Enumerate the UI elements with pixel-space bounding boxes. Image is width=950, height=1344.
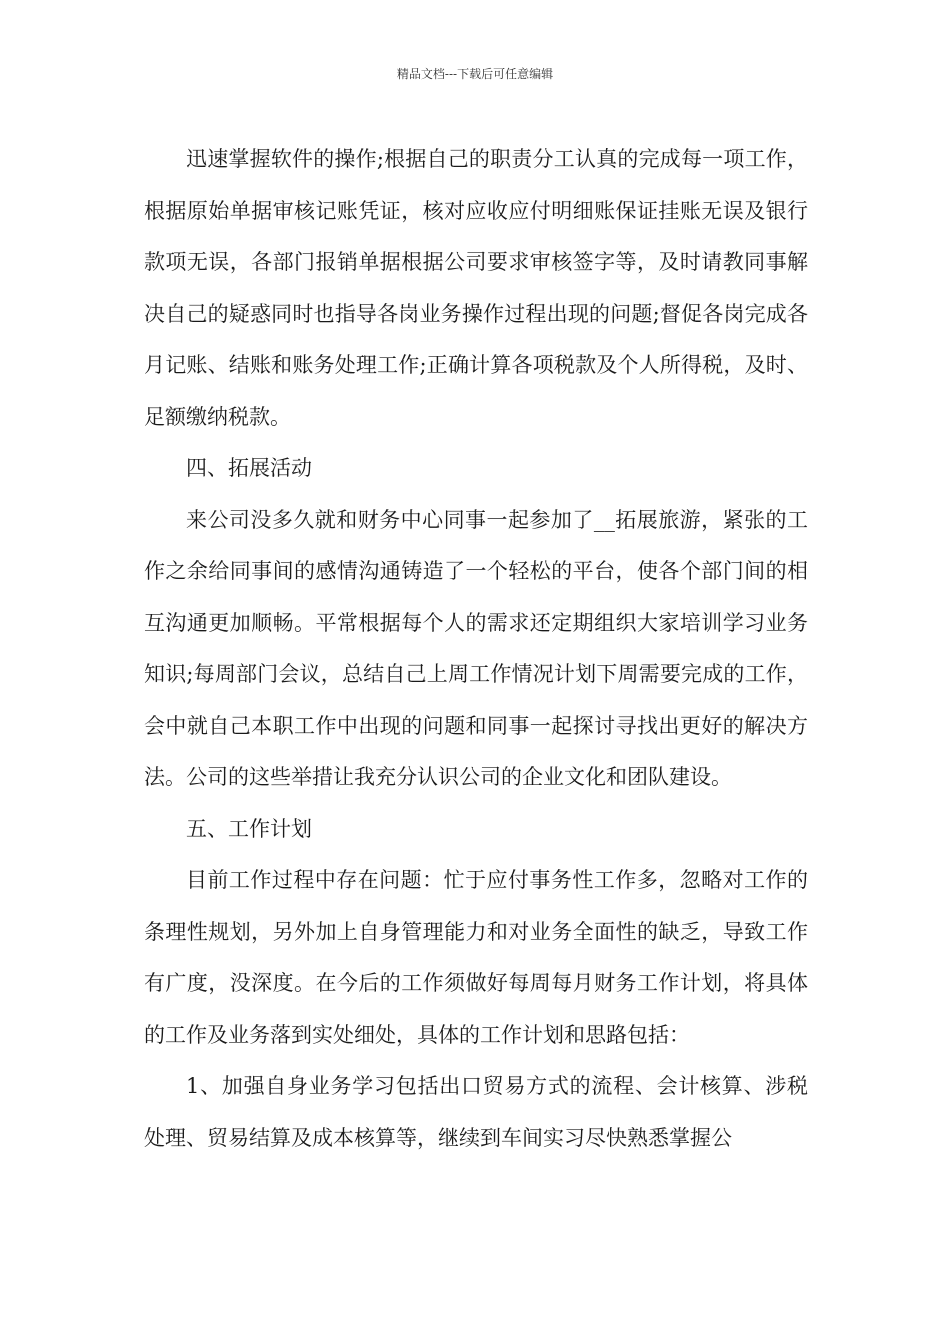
section-heading-work-plan: 五、工作计划 [186, 816, 312, 841]
section-heading-outreach-activities: 四、拓展活动 [186, 456, 312, 480]
paragraph-work-problems: 目前工作过程中存在问题：忙于应付事务性工作多，忽略对工作的条理性规划，另外加上自身管理能力和对业务全面性的缺乏，导致工作有广度，没深度。在今后的工作须做好每周每月财务工作计划，将具体的工作及业务落到实处细处，具体的工作计划和思路包括： [144, 868, 808, 1047]
paragraph-software-operation: 迅速掌握软件的操作;根据自己的职责分工认真的完成每一项工作，根据原始单据审核记账凭证，核对应收应付明细账保证挂账无误及银行款项无误，各部门报销单据根据公司要求审核签字等，及时请教同事解决自己的疑惑同时也指导各岗业务操作过程出现的问题;督促各岗完成各月记账、结账和账务处理工作;正确计算各项税款及个人所得税，及时、足额缴纳税款。 [144, 147, 808, 429]
page-header: 精品文档---下载后可任意编辑 [396, 67, 554, 81]
document-body [144, 134, 808, 1164]
paragraph-plan-item-1: 1、加强自身业务学习包括出口贸易方式的流程、会计核算、涉税处理、贸易结算及成本核算等，继续到车间实习尽快熟悉掌握公 [144, 1074, 808, 1150]
paragraph-outreach-activities: 来公司没多久就和财务中心同事一起参加了__拓展旅游，紧张的工作之余给同事间的感情沟通铸造了一个轻松的平台，使各个部门间的相互沟通更加顺畅。平常根据每个人的需求还定期组织大家培训学习业务知识;每周部门会议，总结自己上周工作情况计划下周需要完成的工作，会中就自己本职工作中出现的问题和同事一起探讨寻找出更好的解决方法。公司的这些举措让我充分认识公司的企业文化和团队建设。 [144, 507, 808, 789]
